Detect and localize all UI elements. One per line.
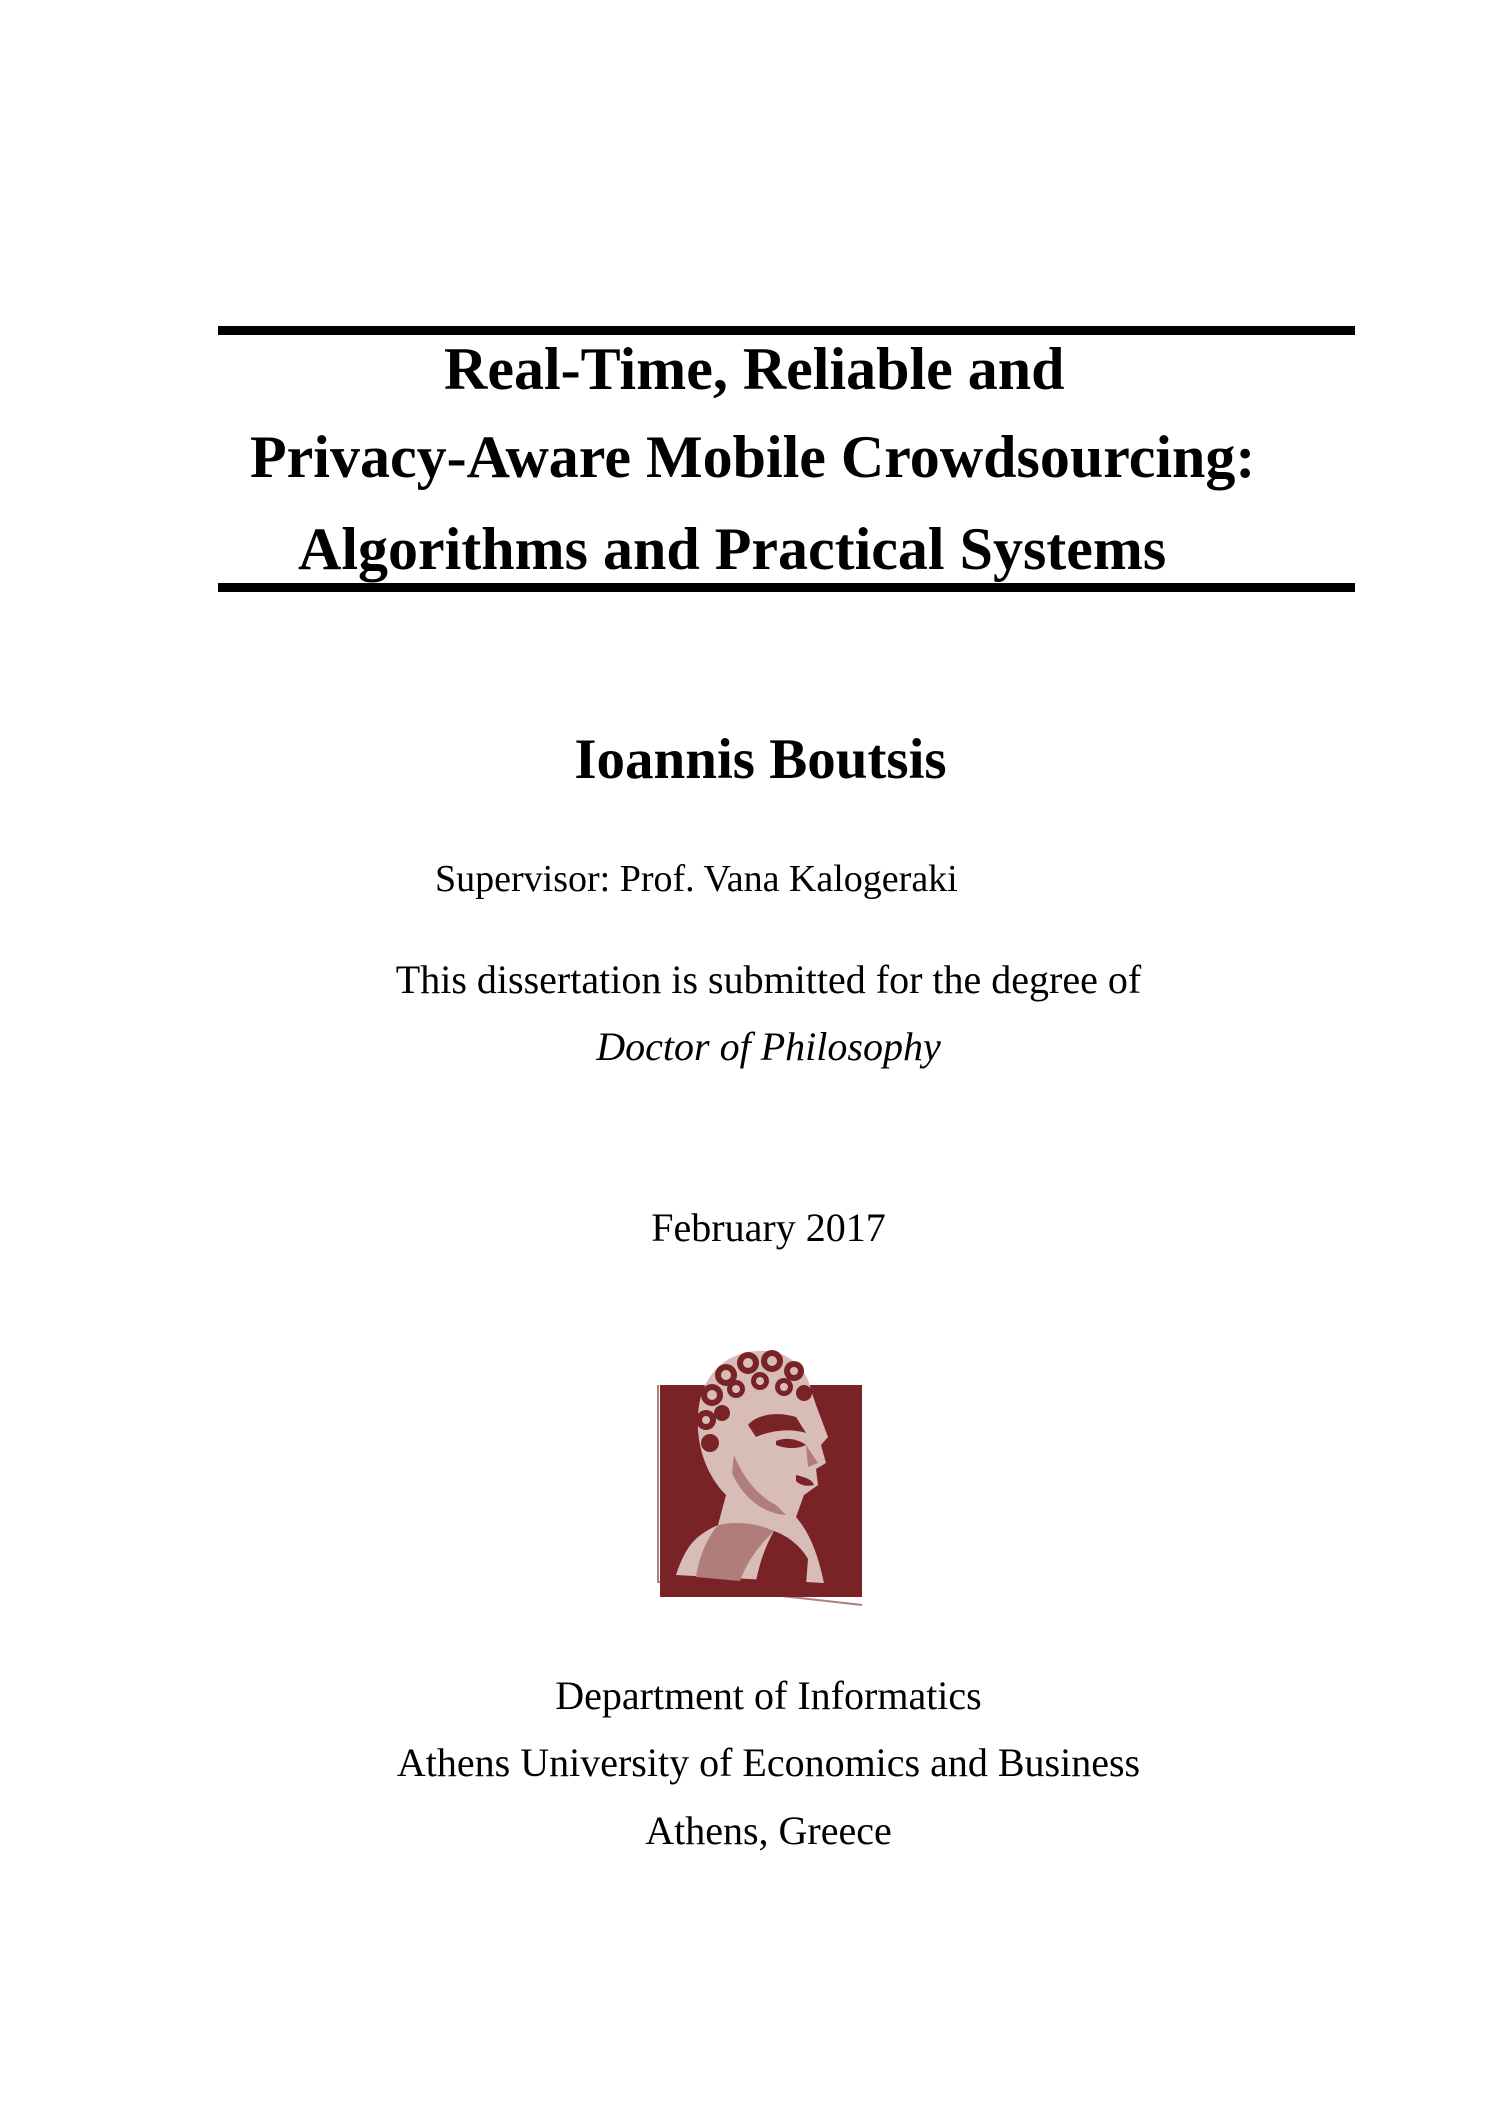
title-block: [218, 333, 1355, 583]
title-line-1: Real-Time, Reliable and: [444, 336, 1065, 402]
supervisor-line: Supervisor: Prof. Vana Kalogeraki: [435, 858, 958, 900]
degree-name: Doctor of Philosophy: [596, 1024, 941, 1069]
degree-statement: This dissertation is submitted for the degree of: [395, 957, 1142, 1002]
department-name: Department of Informatics: [555, 1673, 982, 1718]
location: Athens, Greece: [645, 1808, 892, 1853]
title-line-3: Algorithms and Practical Systems: [298, 516, 1167, 582]
title-line-2: Privacy-Aware Mobile Crowdsourcing:: [250, 424, 1256, 490]
hermes-bust-logo-icon: [656, 1345, 866, 1617]
submission-date: February 2017: [651, 1205, 886, 1250]
author-name: Ioannis Boutsis: [574, 728, 947, 791]
title-bottom-rule: [218, 583, 1355, 592]
university-name: Athens University of Economics and Business: [396, 1740, 1141, 1785]
